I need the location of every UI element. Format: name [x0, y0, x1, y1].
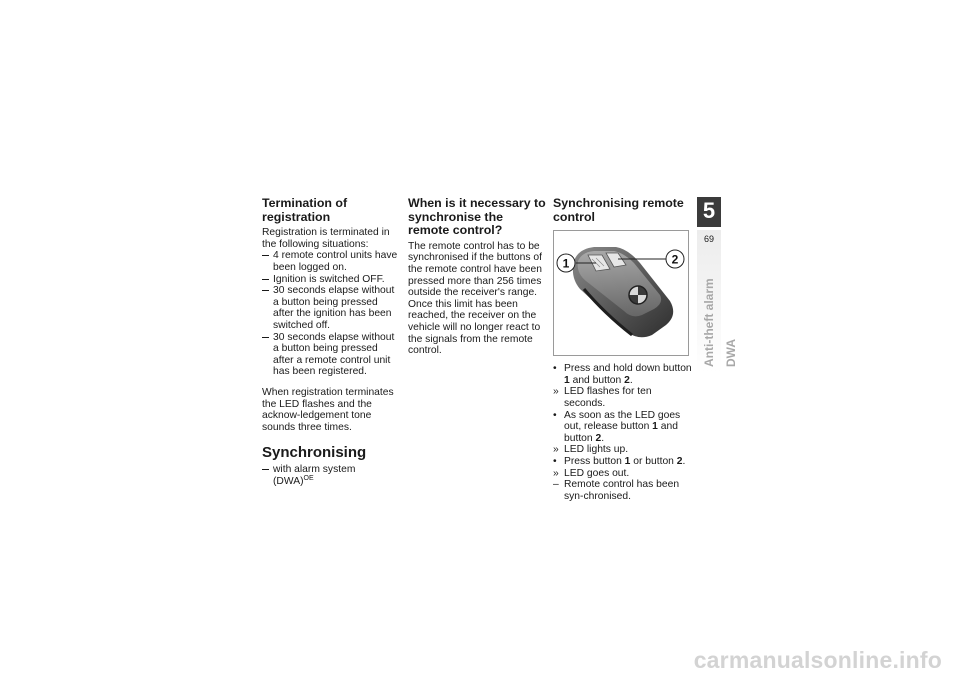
synchronising-steps — [553, 363, 693, 502]
step-action: • As soon as the LED goes out, release button 1 and button 2. — [553, 409, 681, 444]
termination-list — [262, 250, 398, 378]
watermark: carmanualsonline.info — [693, 647, 942, 673]
chapter-title: Anti-theft alarm DWA — [702, 278, 738, 367]
chapter-tab — [697, 197, 738, 373]
dash-marker — [262, 337, 269, 338]
callout-1: 1 — [562, 256, 570, 271]
list-item: 4 remote control units have been logged on. — [262, 250, 398, 273]
heading-synchronising: Synchronising — [262, 444, 367, 462]
step-action: • Press button 1 or button 2. — [553, 455, 686, 467]
page-number: 69 — [703, 234, 714, 244]
step-action: • Press and hold down button 1 and button 2. — [553, 363, 692, 386]
chapter-number: 5 — [702, 198, 716, 223]
condition-text: with alarm system (DWA) — [273, 464, 356, 487]
remote-key-fob-illustration — [554, 231, 688, 355]
dash-marker — [262, 279, 269, 280]
condition-list — [262, 464, 398, 487]
dash-marker — [262, 290, 269, 291]
termination-intro: Registration is terminated in the following situations: — [262, 227, 390, 250]
column-when-necessary — [408, 197, 546, 357]
heading-when-necessary: When is it necessary to synchronise the remote control? — [408, 196, 546, 238]
dash-marker — [262, 469, 269, 470]
optional-equipment-marker: OE — [303, 474, 314, 482]
remote-control-figure — [553, 230, 689, 356]
step-result: » LED goes out. — [553, 467, 630, 479]
step-result: » LED flashes for ten seconds. — [553, 386, 652, 409]
callout-2: 2 — [671, 252, 679, 267]
list-item: Ignition is switched OFF. — [262, 274, 398, 286]
heading-termination-of-registration: Termination of registration — [262, 196, 348, 224]
step-result: » LED lights up. — [553, 444, 629, 456]
list-item — [262, 464, 398, 487]
when-necessary-body: The remote control has to be synchronised if the buttons of the remote control have been pressed more than 256 times outside the receiver's range. Once this limit has been reached, the receiver on the vehicle will no longer react to the signals from the remote control. — [408, 240, 542, 357]
dash-marker — [262, 255, 269, 256]
termination-closing: When registration terminates the LED flashes and the acknow-ledgement tone sounds three times. — [262, 386, 394, 433]
column-synchronising-remote — [553, 197, 693, 502]
heading-synchronising-remote-control: Synchronising remote control — [553, 196, 684, 224]
list-item: 30 seconds elapse without a button being pressed after a remote control unit has been registered. — [262, 332, 398, 378]
column-termination — [262, 197, 398, 487]
list-item: 30 seconds elapse without a button being pressed after the ignition has been switched off. — [262, 285, 398, 331]
step-outcome: – Remote control has been syn-chronised. — [553, 479, 680, 502]
